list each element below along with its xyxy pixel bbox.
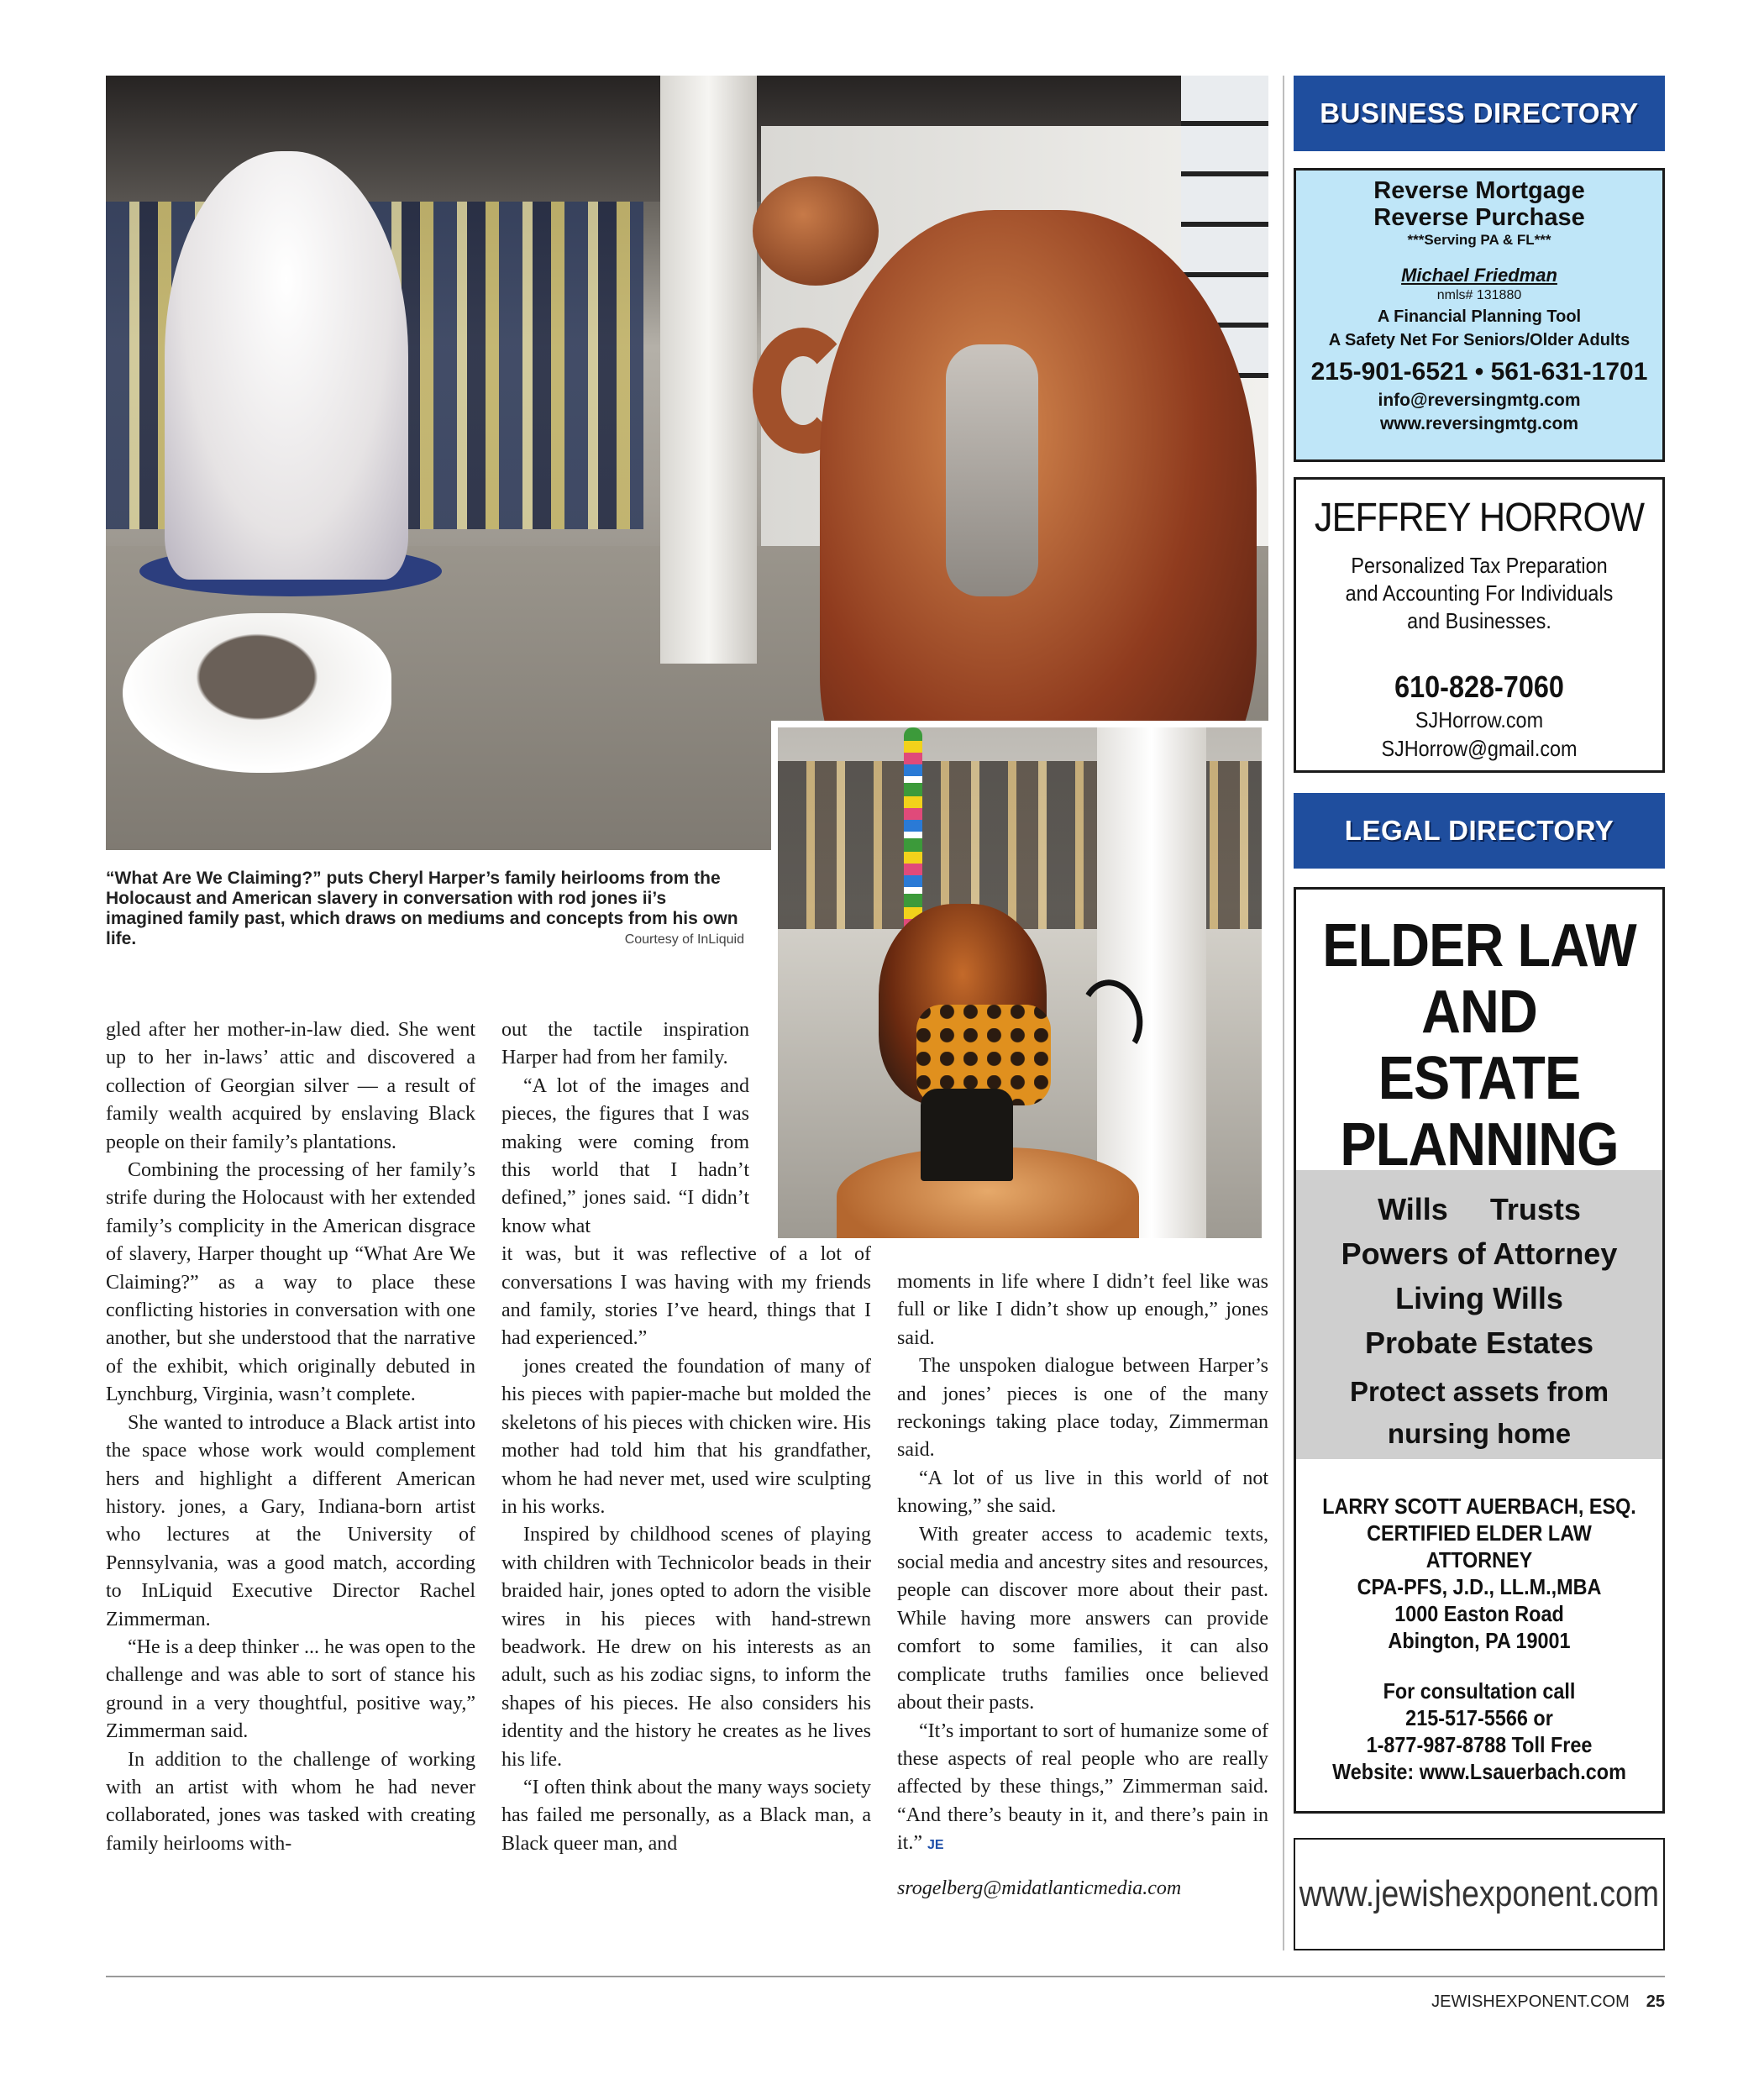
consultation-details <box>1315 1677 1644 1785</box>
consult-line: For consultation call <box>1383 1678 1576 1704</box>
services-panel <box>1296 1170 1662 1459</box>
paragraph: gled after her mother-in-law died. She went up to her in-laws’ attic and discovered a collection of Georgian silver — a result of family wealth acquired by enslaving Black people on their family’s plantations. <box>106 1019 475 1153</box>
consult-line[interactable]: Website: www.Lsauerbach.com <box>1332 1759 1626 1784</box>
ad-subline: ***Serving PA & FL*** <box>1407 232 1551 248</box>
ad-headline: Reverse Purchase <box>1373 204 1585 231</box>
paragraph: “A lot of the images and pieces, the figures that I was making were coming from this world that I hadn’t defined,” jones said. “I didn’t know what <box>501 1074 749 1237</box>
paragraph: Combining the processing of her family’s strife during the Holocaust with her extended family’s complicity in the American disgrace of slavery, Harper thought up “What Are We Claiming?” as a way to place these conflicting histories in conversation with one another, but she understood that the narrative of the exhibit, which originally debuted in Lynchburg, Virginia, wasn’t complete. <box>106 1159 475 1406</box>
protect-line: nursing home <box>1387 1418 1572 1449</box>
footer-site: JEWISHEXPONENT.COM <box>1431 1992 1630 2011</box>
headline-line: AND <box>1421 979 1537 1046</box>
paragraph: Inspired by childhood scenes of playing with children with Technicolor beads in their braided hair, jones opted to adorn the visible wires in his pieces with hand-strewn beadwork. He drew on his interests as an adult, such as his zodiac signs, to inform the shapes of his pieces. He also considers his identity and the history he creates as he lives his life. <box>501 1524 871 1771</box>
article-column-2 <box>501 1016 871 1858</box>
service-item: Living Wills <box>1395 1281 1563 1315</box>
paragraph: jones created the foundation of many of his pieces with papier-mache but molded the skeletons of his pieces with chicken wire. His mother had told him that his grandfather, whom he had never met, used wire sculpting in his works. <box>501 1355 871 1518</box>
ad-contact-name: Michael Friedman <box>1401 265 1557 286</box>
service-item: Probate Estates <box>1364 1326 1594 1360</box>
attorney-line: CERTIFIED ELDER LAW ATTORNEY <box>1367 1520 1592 1572</box>
paragraph-text: “It’s important to sort of humanize some of these aspects of real people who are really affected by these things,” Zimmerman said. “And there’s beauty in it, and there’s pain in it.” <box>897 1719 1268 1855</box>
sidebar-divider <box>1283 76 1284 1950</box>
service-item: Trusts <box>1489 1192 1581 1226</box>
paragraph: moments in life where I didn’t feel like was full or like I didn’t show up enough,” jones said. <box>897 1271 1268 1349</box>
paragraph: out the tactile inspiration Harper had from her family. <box>501 1019 749 1069</box>
paragraph: “He is a deep thinker ... he was open to the challenge and was able to sort of stance his ground in a very thoughtful, positive way,” Zimmerman said. <box>106 1635 475 1743</box>
photo-credit: Courtesy of InLiquid <box>624 932 744 947</box>
paragraph: “A lot of us live in this world of not knowing,” she said. <box>897 1467 1268 1518</box>
paragraph: it was, but it was reflective of a lot of conversations I was having with my friends and family, stories I’ve heard, things that I had experienced.” <box>501 1243 871 1350</box>
article-column-3 <box>897 1268 1268 1903</box>
service-item: Powers of Attorney <box>1341 1236 1618 1271</box>
paragraph: With greater access to academic texts, social media and ancestry sites and resources, people can discover more about their past. While having more answers can provide comfort to some families, it can also complicate truths families once believed about their pasts. <box>897 1523 1268 1714</box>
ad-phone: 215-901-6521 • 561-631-1701 <box>1310 358 1648 386</box>
ad-email[interactable]: SJHorrow@gmail.com <box>1381 736 1578 761</box>
footer-divider <box>106 1976 1665 1977</box>
page-number: 25 <box>1646 1992 1665 2011</box>
ad-phone: 610-828-7060 <box>1394 669 1564 704</box>
service-row <box>1296 1187 1662 1231</box>
legal-directory-header: LEGAL DIRECTORY <box>1294 793 1665 869</box>
consult-line: 215-517-5566 or <box>1405 1705 1553 1730</box>
service-item: Wills <box>1378 1192 1448 1226</box>
headline-line: ESTATE <box>1378 1045 1581 1112</box>
attorney-line: CPA-PFS, J.D., LL.M.,MBA <box>1357 1574 1602 1599</box>
ad-desc-line: and Accounting For Individuals <box>1345 580 1614 606</box>
ad-website[interactable]: www.reversingmtg.com <box>1379 414 1579 433</box>
ad-email[interactable]: info@reversingmtg.com <box>1378 391 1581 410</box>
paragraph: The unspoken dialogue between Harper’s and jones’ pieces is one of the many reckonings taking place today, Zimmerman said. <box>897 1355 1268 1462</box>
ad-headline <box>1315 890 1644 1179</box>
business-directory-header: BUSINESS DIRECTORY <box>1294 76 1665 151</box>
ad-tagline: A Financial Planning Tool <box>1377 307 1582 326</box>
attorney-line: 1000 Easton Road <box>1394 1601 1564 1626</box>
reverse-mortgage-ad[interactable] <box>1294 168 1665 462</box>
paragraph: She wanted to introduce a Black artist into the space whose work would complement hers and highlight a different American history. jones, a Gary, Indiana-born artist who lectures at the University of Pennsylvania, was a good match, according to InLiquid Executive Director Rachel Zimmerman. <box>106 1411 475 1630</box>
attorney-details <box>1315 1493 1644 1654</box>
jeffrey-horrow-ad[interactable] <box>1294 477 1665 773</box>
headline-line: ELDER LAW <box>1322 912 1636 979</box>
ad-headline: Reverse Mortgage <box>1373 177 1585 204</box>
protect-line: Protect assets from <box>1349 1376 1609 1407</box>
elder-law-ad[interactable] <box>1294 887 1665 1814</box>
attorney-line: LARRY SCOTT AUERBACH, ESQ. <box>1322 1494 1636 1519</box>
paragraph: In addition to the challenge of working with an artist with whom he had never collaborated, jones was tasked with creating family heirlooms with- <box>106 1748 475 1855</box>
end-mark: JE <box>927 1838 944 1853</box>
article-column-1 <box>106 1016 475 1858</box>
photo-caption: “What Are We Claiming?” puts Cheryl Harper’s family heirlooms from the Holocaust and American slavery in conversation with rod jones ii’s imagined family past, which draws on mediums and concepts from his own life. <box>106 869 738 948</box>
ad-desc-line: Personalized Tax Preparation <box>1351 553 1608 578</box>
consult-line: 1-877-987-8788 Toll Free <box>1366 1732 1593 1757</box>
website-url[interactable]: www.jewishexponent.com <box>1299 1873 1660 1914</box>
ad-tagline: A Safety Net For Seniors/Older Adults <box>1328 331 1630 349</box>
paragraph: “I often think about the many ways society has failed me personally, as a Black man, a Black queer man, and <box>501 1776 871 1855</box>
ad-website[interactable]: SJHorrow.com <box>1415 707 1544 732</box>
page-footer <box>1431 1992 1665 2012</box>
ad-desc-line: and Businesses. <box>1407 608 1551 633</box>
author-email[interactable]: srogelberg@midatlanticmedia.com <box>897 1877 1182 1899</box>
attorney-line: Abington, PA 19001 <box>1388 1628 1571 1653</box>
ad-description <box>1315 552 1644 635</box>
ad-headline: JEFFREY HORROW <box>1314 496 1645 540</box>
headline-line: PLANNING <box>1340 1111 1619 1179</box>
ad-license: nmls# 131880 <box>1436 288 1522 302</box>
paragraph <box>897 1718 1268 1860</box>
jewish-exponent-web-ad[interactable] <box>1294 1838 1665 1950</box>
